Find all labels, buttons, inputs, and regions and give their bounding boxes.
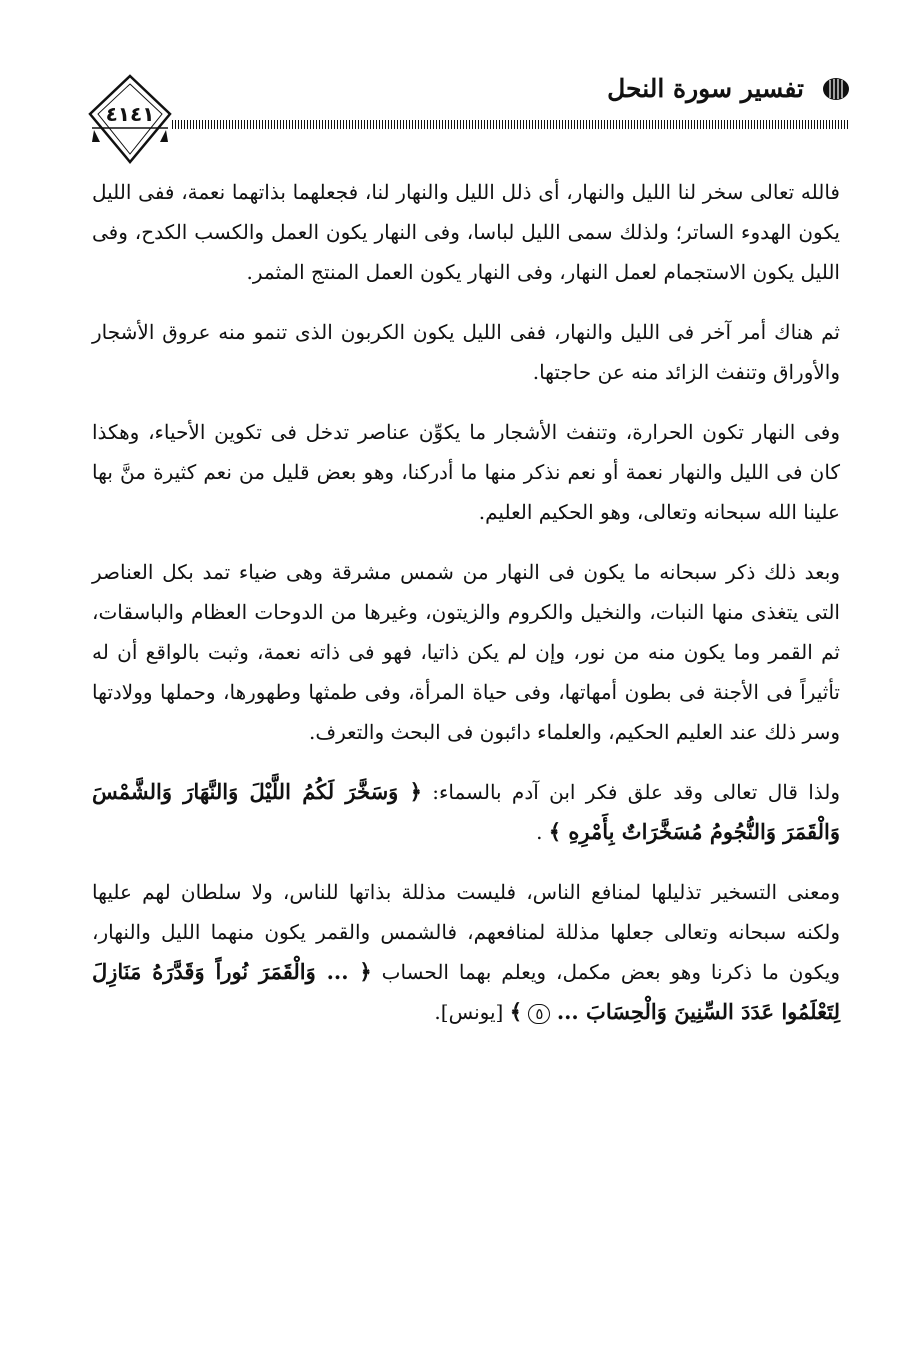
page-number: ٤١٤١ bbox=[105, 102, 155, 126]
header-ornament-icon bbox=[822, 76, 850, 102]
page-header bbox=[80, 62, 850, 172]
ayah-number-badge: ٥ bbox=[528, 1004, 550, 1024]
paragraph-5-end: . bbox=[536, 820, 543, 844]
running-title: تفسير سورة النحل bbox=[607, 74, 804, 103]
quran-verse-nahl: ﴿ وَسَخَّرَ لَكُمُ اللَّيْلَ وَالنَّهَارَ وَالشَّمْسَ وَالْقَمَرَ وَالنُّجُومُ مُسَخَّرَاتٌ بِأَمْرِهِ ﴾ bbox=[92, 779, 840, 844]
surah-reference: [يونس]. bbox=[434, 1000, 504, 1024]
verse-close-bracket: ﴾ bbox=[509, 999, 523, 1024]
quran-verse-yunus: ﴿ ... وَالْقَمَرَ نُوراً وَقَدَّرَهُ مَنَازِلَ لِتَعْلَمُوا عَدَدَ السِّنِينَ وَالْحِسَابَ ... bbox=[92, 959, 840, 1024]
paragraph-6 bbox=[92, 872, 840, 1032]
paragraph-5 bbox=[92, 772, 840, 852]
paragraph-3: وفى النهار تكون الحرارة، وتنفث الأشجار ما يكوِّن عناصر تدخل فى تكوين الأحياء، وهكذا كان فى الليل والنهار نعمة أو نعم نذكر منها ما أدركنا، وهو بعض قليل من نعم كثيرة منَّ بها علينا الله سبحانه وتعالى، وهو الحكيم العليم. bbox=[92, 420, 840, 524]
paragraph-6-intro: ومعنى التسخير تذليلها لمنافع الناس، فليست مذللة بذاتها للناس، ولا سلطان لهم عليها ولكنه سبحانه وتعالى جعلها مذللة لمنافعهم، فالشمس والقمر يكون منهما الليل والنهار، ويكون ما ذكرنا وهو بعض مكمل، ويعلم بهما الحساب bbox=[92, 880, 840, 984]
paragraph-5-intro: ولذا قال تعالى وقد علق فكر ابن آدم بالسماء: bbox=[432, 780, 841, 804]
body-text bbox=[92, 172, 840, 1052]
paragraph-2: ثم هناك أمر آخر فى الليل والنهار، ففى الليل يكون الكربون الذى تنمو منه عروق الأشجار والأوراق وتنفث الزائد منه عن حاجتها. bbox=[92, 320, 840, 384]
paragraph-1: فالله تعالى سخر لنا الليل والنهار، أى ذلل الليل والنهار لنا، فجعلهما بذاتهما نعمة، ففى الليل يكون الهدوء الساتر؛ ولذلك سمى الليل لباسا، وفى النهار يكون العمل والكسب الكدح، وفى الليل يكون الاستجمام لعمل النهار، وفى النهار يكون العمل المنتج المثمر. bbox=[92, 180, 840, 284]
header-rule bbox=[172, 120, 850, 129]
paragraph-4: وبعد ذلك ذكر سبحانه ما يكون فى النهار من شمس مشرقة وهى ضياء تمد بكل العناصر التى يتغذى منها النبات، والنخيل والكروم والزيتون، وغيرها من الدوحات العظام والباسقات، ثم القمر وما يكون منه من نور، وإن لم يكن ذاتيا، فهو فى ذاته نعمة، وثبت بالواقع أن له تأثيراً فى الأجنة فى بطون أمهاتها، وفى حياة المرأة، وفى طمثها وطهورها، وحملها وولادتها وسر ذلك عند العليم الحكيم، والعلماء دائبون فى البحث والتعرف. bbox=[92, 560, 840, 744]
